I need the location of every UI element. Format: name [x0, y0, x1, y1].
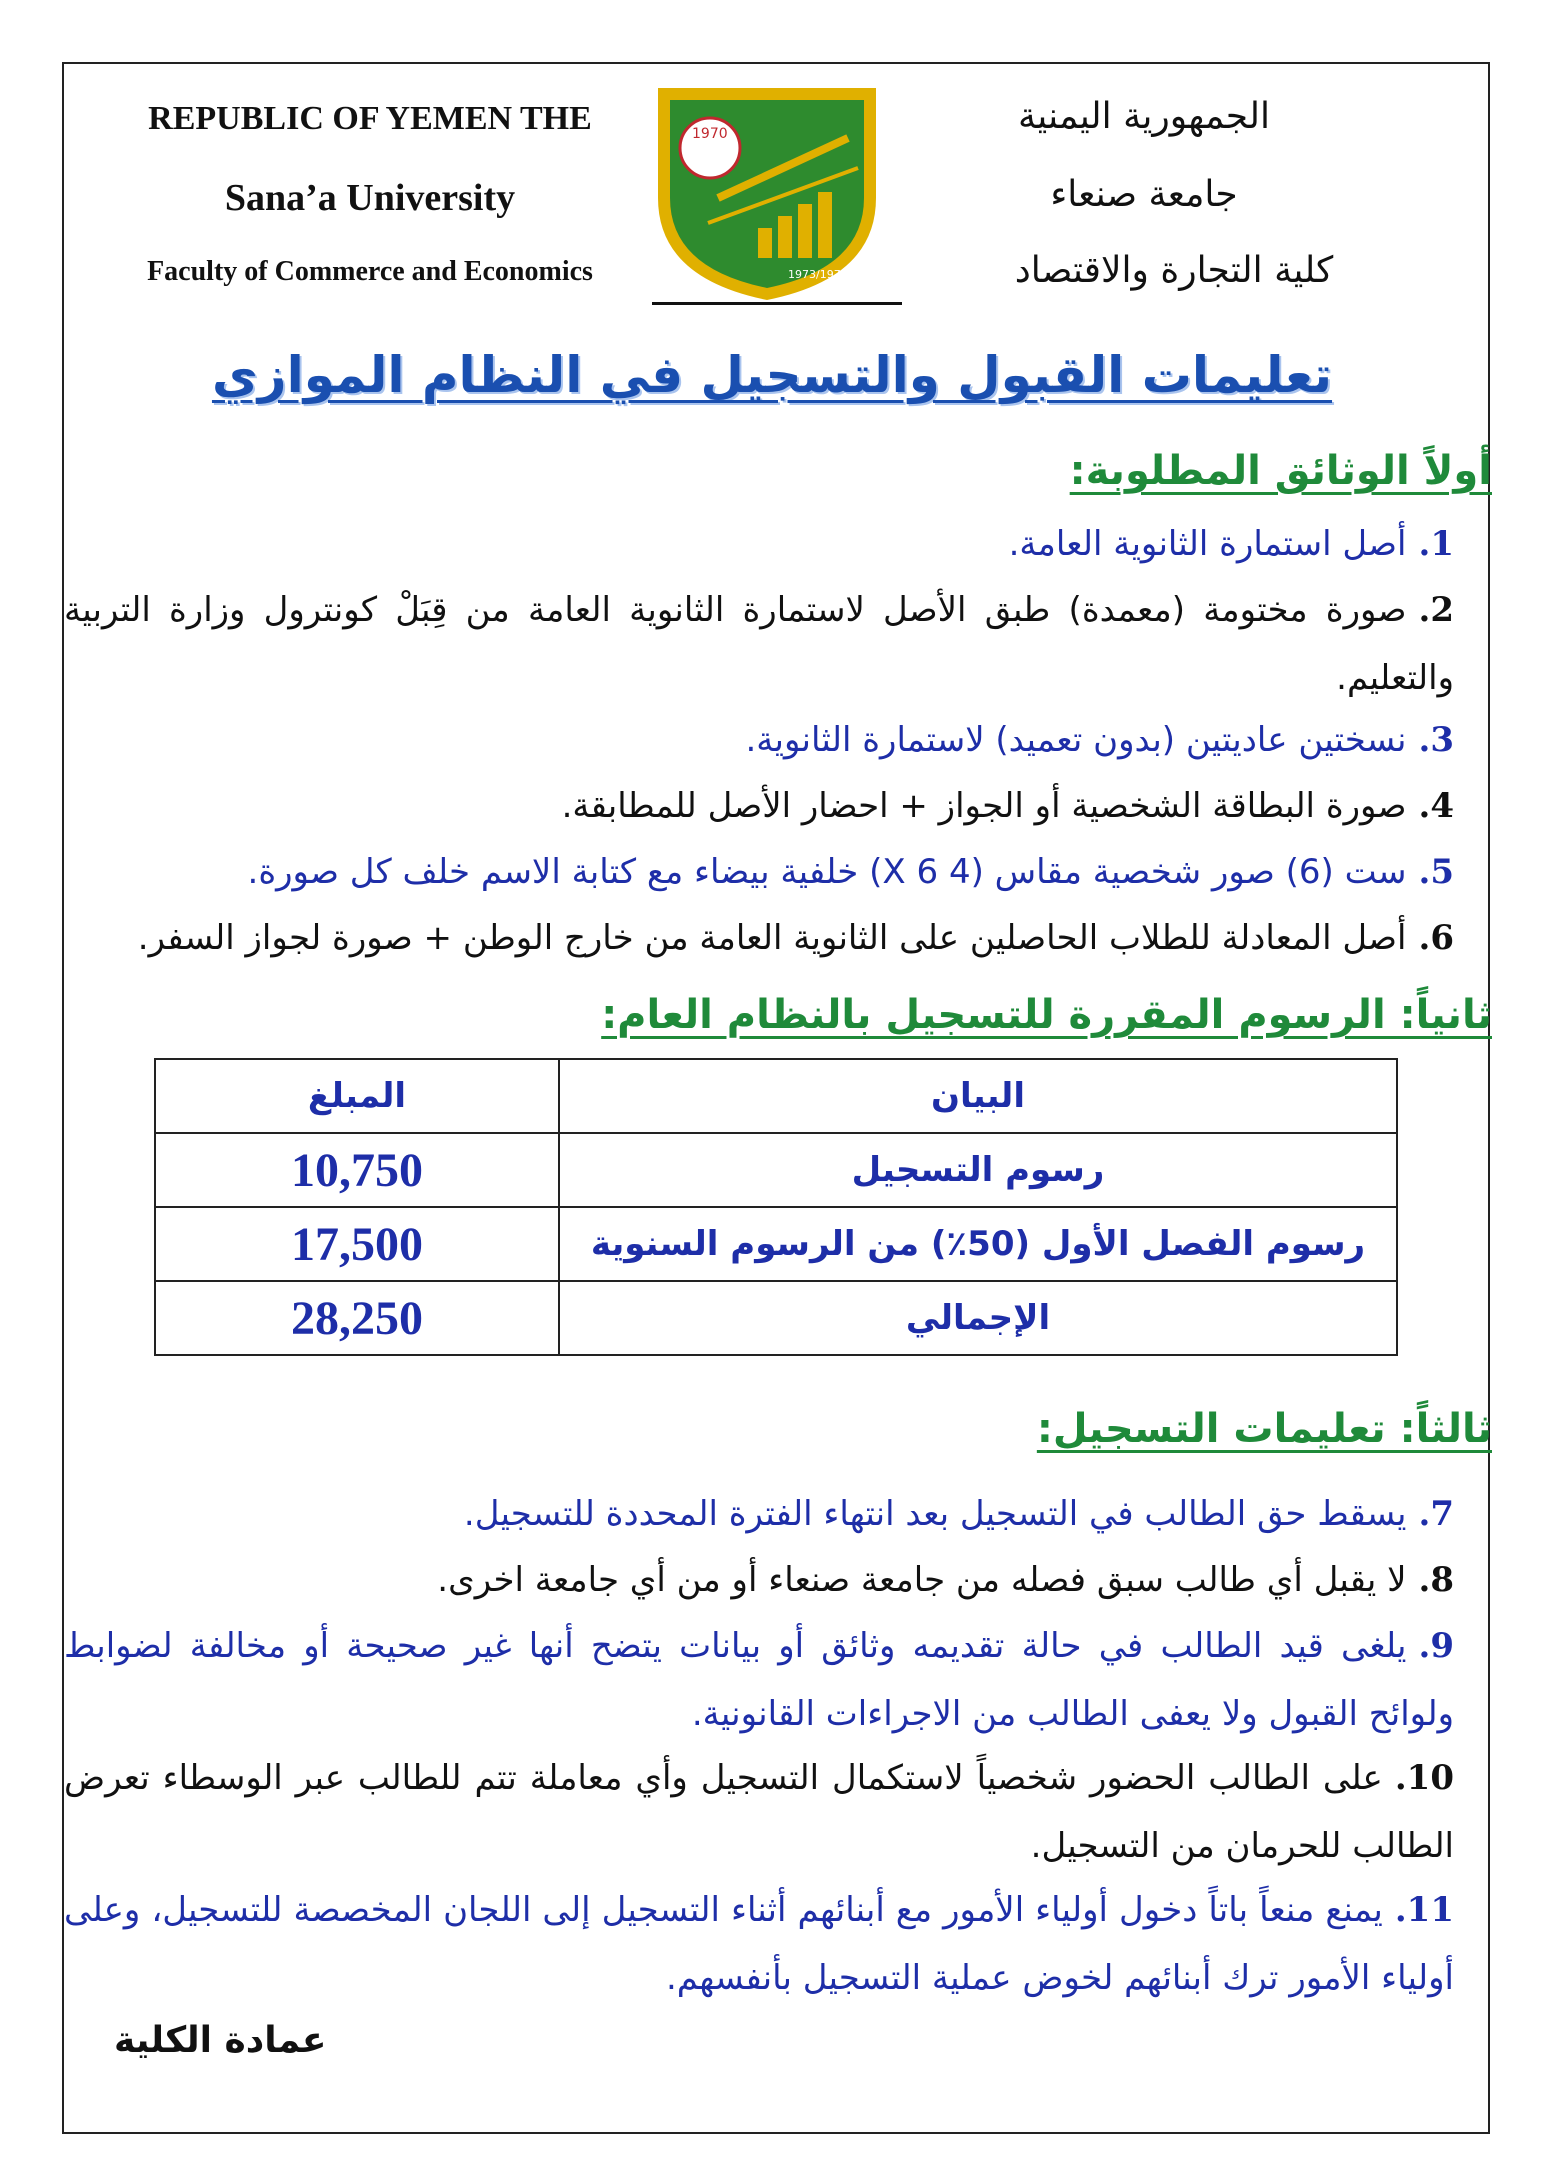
university-seal-icon	[648, 78, 886, 304]
table-header-row	[155, 1059, 1397, 1133]
table-header-desc: البيان	[559, 1059, 1397, 1133]
header-en-faculty: Faculty of Commerce and Economics	[147, 256, 593, 287]
list-item: 2.صورة مختومة (معمدة) طبق الأصل لاستمارة الثانوية العامة من قِبَلْ كونترول وزارة التربية والتعليم.	[64, 590, 1454, 698]
section3-heading: ثالثاً: تعليمات التسجيل:	[1036, 1406, 1492, 1452]
table-cell-desc: الإجمالي	[559, 1281, 1397, 1355]
list-item: 11.يمنع منعاً باتاً دخول أولياء الأمور مع أبنائهم أثناء التسجيل إلى اللجان المخصصة للتسجيل، وعلى أولياء الأمور ترك أبنائهم لخوض عملية التسجيل بأنفسهم.	[64, 1890, 1454, 1998]
table-row	[155, 1207, 1397, 1281]
list-item: 1.أصل استمارة الثانوية العامة.	[1008, 524, 1454, 564]
list-item: 6.أصل المعادلة للطلاب الحاصلين على الثانوية العامة من خارج الوطن + صورة لجواز السفر.	[137, 918, 1454, 958]
table-cell-desc: رسوم التسجيل	[559, 1133, 1397, 1207]
table-cell-desc: رسوم الفصل الأول (50٪) من الرسوم السنوية	[559, 1207, 1397, 1281]
signature-dean: عمادة الكلية	[114, 2020, 327, 2061]
header-en-republic: REPUBLIC OF YEMEN THE	[148, 100, 592, 137]
list-item: 9.يلغى قيد الطالب في حالة تقديمه وثائق أو بيانات يتضح أنها غير صحيحة أو مخالفة لضوابط ولوائح القبول ولا يعفى الطالب من الاجراءات القانونية.	[64, 1626, 1454, 1734]
header-ar-university: جامعة صنعاء	[1050, 174, 1238, 215]
header-en-university: Sana’a University	[224, 177, 516, 219]
table-cell-amount: 28,250	[155, 1281, 559, 1355]
section2-heading: ثانياً: الرسوم المقررة للتسجيل بالنظام العام:	[601, 992, 1492, 1038]
page-title: تعليمات القبول والتسجيل في النظام الموازي	[211, 346, 1333, 404]
section1-heading: أولاً الوثائق المطلوبة:	[1069, 448, 1492, 494]
table-cell-amount: 10,750	[155, 1133, 559, 1207]
list-item: 7.يسقط حق الطالب في التسجيل بعد انتهاء الفترة المحددة للتسجيل.	[463, 1494, 1454, 1534]
list-item: 8.لا يقبل أي طالب سبق فصله من جامعة صنعاء أو من أي جامعة اخرى.	[437, 1560, 1454, 1600]
list-item: 5.ست (6) صور شخصية مقاس (4 X 6) خلفية بيضاء مع كتابة الاسم خلف كل صورة.	[247, 852, 1454, 892]
fees-table	[154, 1058, 1398, 1356]
table-cell-amount: 17,500	[155, 1207, 559, 1281]
header-ar-republic: الجمهورية اليمنية	[1017, 96, 1271, 137]
table-header-amount: المبلغ	[155, 1059, 559, 1133]
seal-years-bottom: 1973/1974	[788, 268, 848, 281]
list-item: 4.صورة البطاقة الشخصية أو الجواز + احضار الأصل للمطابقة.	[561, 786, 1454, 826]
list-item: 10.على الطالب الحضور شخصياً لاستكمال التسجيل وأي معاملة تتم للطالب عبر الوسطاء تعرض الطالب للحرمان من التسجيل.	[64, 1758, 1454, 1866]
table-row	[155, 1133, 1397, 1207]
header-divider	[652, 302, 902, 305]
list-item: 3.نسختين عاديتين (بدون تعميد) لاستمارة الثانوية.	[745, 720, 1454, 760]
table-row	[155, 1281, 1397, 1355]
seal-year-top: 1970	[692, 126, 728, 142]
header-ar-faculty: كلية التجارة والاقتصاد	[1014, 250, 1334, 291]
